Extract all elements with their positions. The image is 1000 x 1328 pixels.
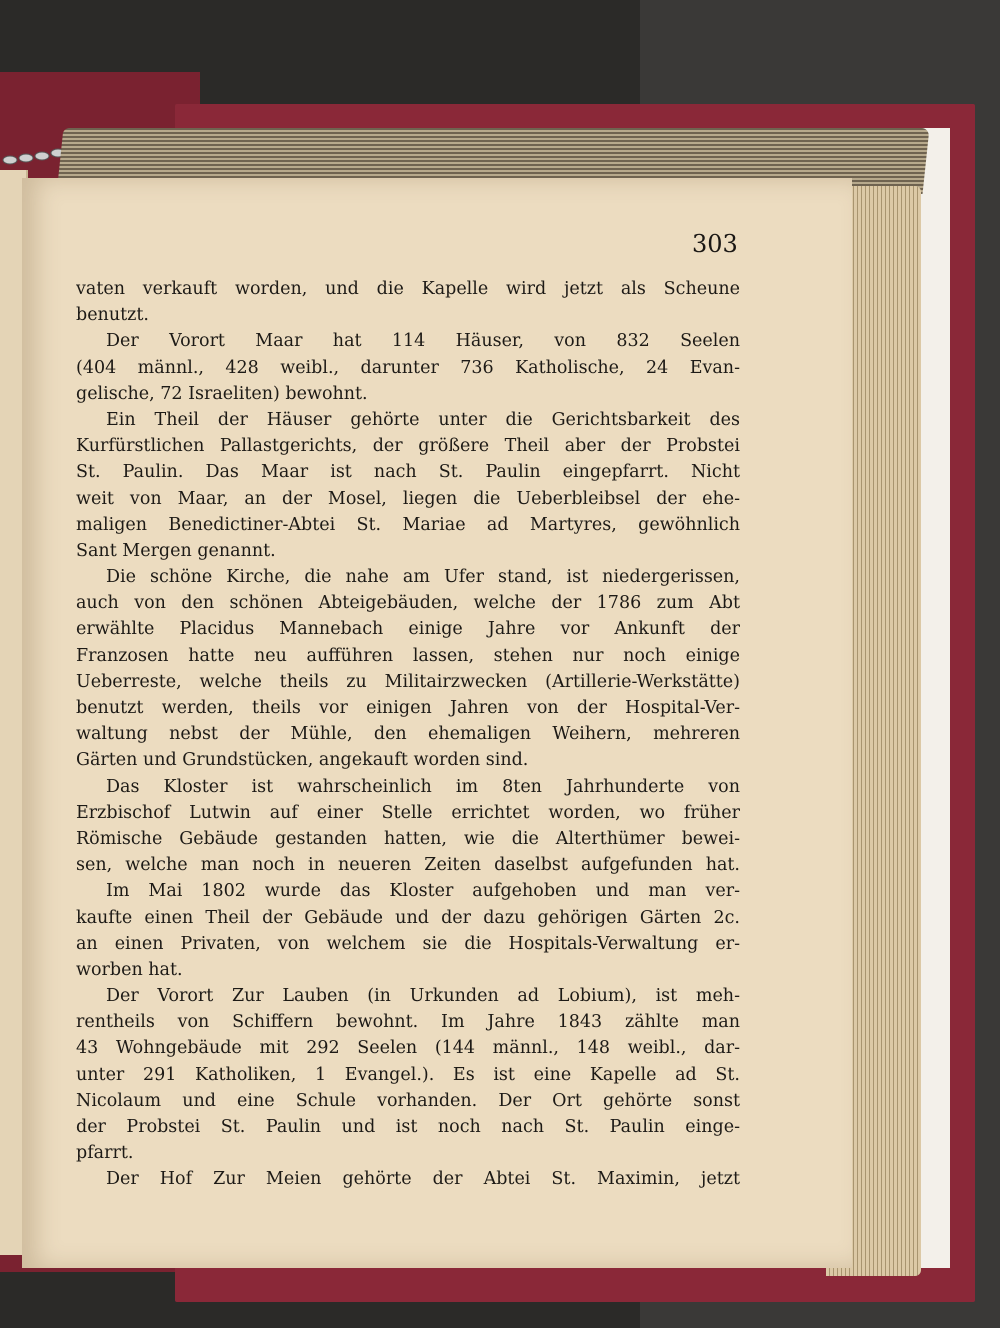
text-line: pfarrt.: [76, 1143, 134, 1164]
text-line: Gärten und Grundstücken, angekauft worden sind.: [76, 750, 529, 771]
text-line: Erzbischof Lutwin auf einer Stelle errichtet worden, wo früher: [76, 802, 740, 823]
text-line: worben hat.: [76, 959, 183, 980]
text-line: waltung nebst der Mühle, den ehemaligen Weihern, mehreren: [76, 724, 740, 745]
text-line: maligen Benedictiner-Abtei St. Mariae ad Martyres, gewöhnlich: [76, 514, 740, 535]
page-text: [76, 276, 740, 1193]
text-line: 43 Wohngebäude mit 292 Seelen (144 männl., 148 weibl., dar-: [76, 1038, 740, 1059]
text-line: St. Paulin. Das Maar ist nach St. Paulin eingepfarrt. Nicht: [76, 462, 740, 483]
text-line: sen, welche man noch in neueren Zeiten daselbst aufgefunden hat.: [76, 855, 740, 876]
text-line: unter 291 Katholiken, 1 Evangel.). Es ist eine Kapelle ad St.: [76, 1064, 740, 1085]
text-line: Im Mai 1802 wurde das Kloster aufgehoben und man ver-: [106, 881, 740, 902]
text-line: Sant Mergen genannt.: [76, 540, 276, 561]
text-line: Das Kloster ist wahrscheinlich im 8ten Jahrhunderte von: [106, 776, 740, 797]
text-line: Der Hof Zur Meien gehörte der Abtei St. Maximin, jetzt: [106, 1169, 740, 1190]
text-line: erwählte Placidus Mannebach einige Jahre vor Ankunft der: [76, 619, 740, 640]
text-line: Der Vorort Maar hat 114 Häuser, von 832 Seelen: [106, 331, 740, 352]
text-line: benutzt werden, theils vor einigen Jahren von der Hospital-Ver-: [76, 698, 740, 718]
text-line: Kurfürstlichen Pallastgerichts, der größere Theil aber der Probstei: [76, 436, 740, 457]
text-line: der Probstei St. Paulin und ist noch nach St. Paulin einge-: [76, 1117, 740, 1137]
text-line: Nicolaum und eine Schule vorhanden. Der Ort gehörte sonst: [76, 1090, 740, 1111]
text-line: benutzt.: [76, 305, 149, 326]
text-line: vaten verkauft worden, und die Kapelle wird jetzt als Scheune: [76, 279, 740, 299]
text-line: kaufte einen Theil der Gebäude und der dazu gehörigen Gärten 2c.: [76, 907, 740, 928]
text-line: Der Vorort Zur Lauben (in Urkunden ad Lobium), ist meh-: [106, 986, 740, 1007]
text-line: an einen Privaten, von welchem sie die Hospitals-Verwaltung er-: [76, 933, 740, 954]
text-line: Die schöne Kirche, die nahe am Ufer stand, ist niedergerissen,: [106, 567, 740, 588]
text-line: (404 männl., 428 weibl., darunter 736 Katholische, 24 Evan-: [76, 357, 740, 378]
text-line: gelische, 72 Israeliten) bewohnt.: [76, 383, 368, 404]
text-line: Ueberreste, welche theils zu Militairzwecken (Artillerie-Werkstätte): [76, 671, 740, 692]
page-number: 303: [692, 230, 738, 258]
text-line: rentheils von Schiffern bewohnt. Im Jahre 1843 zählte man: [76, 1012, 740, 1033]
text-line: Ein Theil der Häuser gehörte unter die Gerichtsbarkeit des: [106, 409, 740, 430]
text-line: auch von den schönen Abteigebäuden, welche der 1786 zum Abt: [76, 593, 740, 614]
text-line: weit von Maar, an der Mosel, liegen die Ueberbleibsel der ehe-: [76, 488, 740, 509]
text-line: Römische Gebäude gestanden hatten, wie die Alterthümer bewei-: [76, 828, 740, 849]
text-line: Franzosen hatte neu aufführen lassen, stehen nur noch einige: [76, 645, 740, 666]
